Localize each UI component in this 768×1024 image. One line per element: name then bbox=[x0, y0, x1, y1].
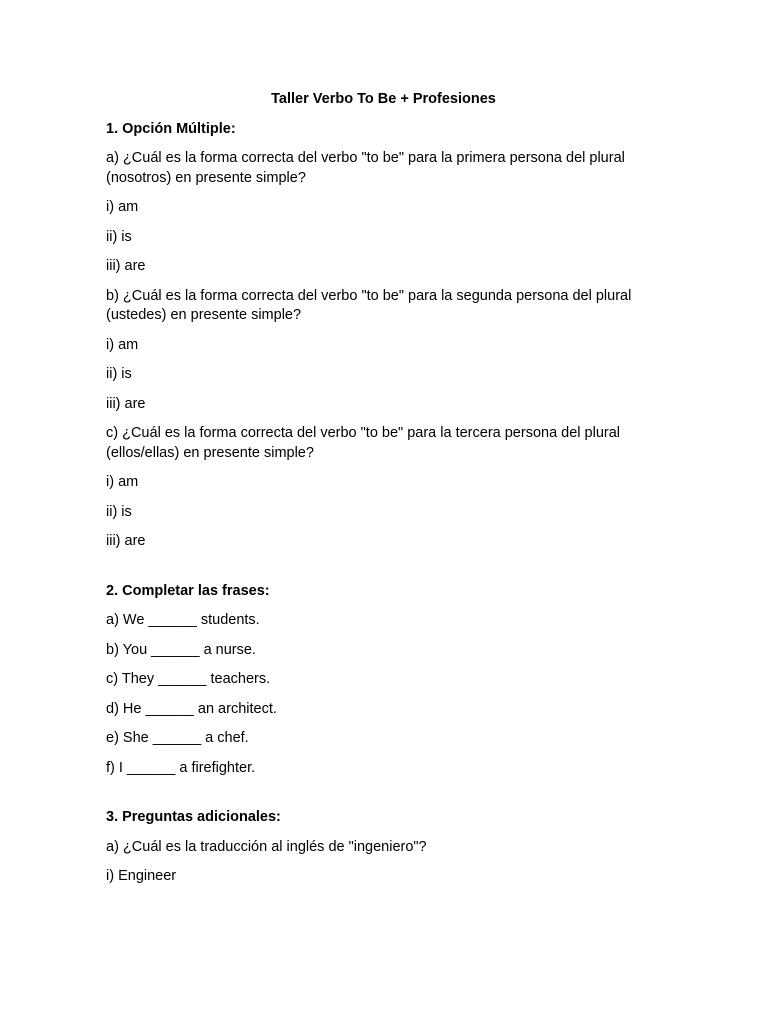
option-1c-ii: ii) is bbox=[106, 503, 132, 520]
section-3-heading: 3. Preguntas adicionales: bbox=[106, 809, 281, 825]
sentence-2d: d) He ______ an architect. bbox=[106, 700, 277, 717]
option-1a-ii: ii) is bbox=[106, 228, 132, 245]
section-spacer bbox=[106, 788, 666, 808]
sentence-2a: a) We ______ students. bbox=[106, 612, 260, 628]
sentence-2c: c) They ______ teachers. bbox=[106, 671, 271, 687]
section-spacer bbox=[106, 562, 666, 582]
document-title: Taller Verbo To Be + Profesiones bbox=[271, 91, 496, 107]
option-1b-ii: ii) is bbox=[106, 366, 132, 382]
sentence-2f: f) I ______ a firefighter. bbox=[106, 759, 256, 776]
document-page bbox=[106, 90, 666, 897]
option-1b-i: i) am bbox=[106, 336, 139, 353]
option-1c-iii: iii) are bbox=[106, 533, 146, 549]
section-2-heading: 2. Completar las frases: bbox=[106, 582, 270, 599]
sentence-2e: e) She ______ a chef. bbox=[106, 730, 249, 746]
question-1b: b) ¿Cuál es la forma correcta del verbo "to be" para la segunda persona del plural (ustedes) en presente simple? bbox=[106, 287, 632, 323]
sentence-2b: b) You ______ a nurse. bbox=[106, 641, 256, 658]
section-1-heading: 1. Opción Múltiple: bbox=[106, 120, 236, 137]
option-3a-i: i) Engineer bbox=[106, 868, 177, 884]
question-1a: a) ¿Cuál es la forma correcta del verbo "to be" para la primera persona del plural (nosotros) en presente simple? bbox=[106, 150, 625, 186]
question-3a: a) ¿Cuál es la traducción al inglés de "ingeniero"? bbox=[106, 838, 427, 855]
option-1a-i: i) am bbox=[106, 199, 139, 215]
question-1c: c) ¿Cuál es la forma correcta del verbo "to be" para la tercera persona del plural (ellos/ellas) en presente simple? bbox=[106, 425, 621, 461]
option-1a-iii: iii) are bbox=[106, 258, 146, 274]
option-1c-i: i) am bbox=[106, 474, 139, 490]
option-1b-iii: iii) are bbox=[106, 395, 146, 412]
